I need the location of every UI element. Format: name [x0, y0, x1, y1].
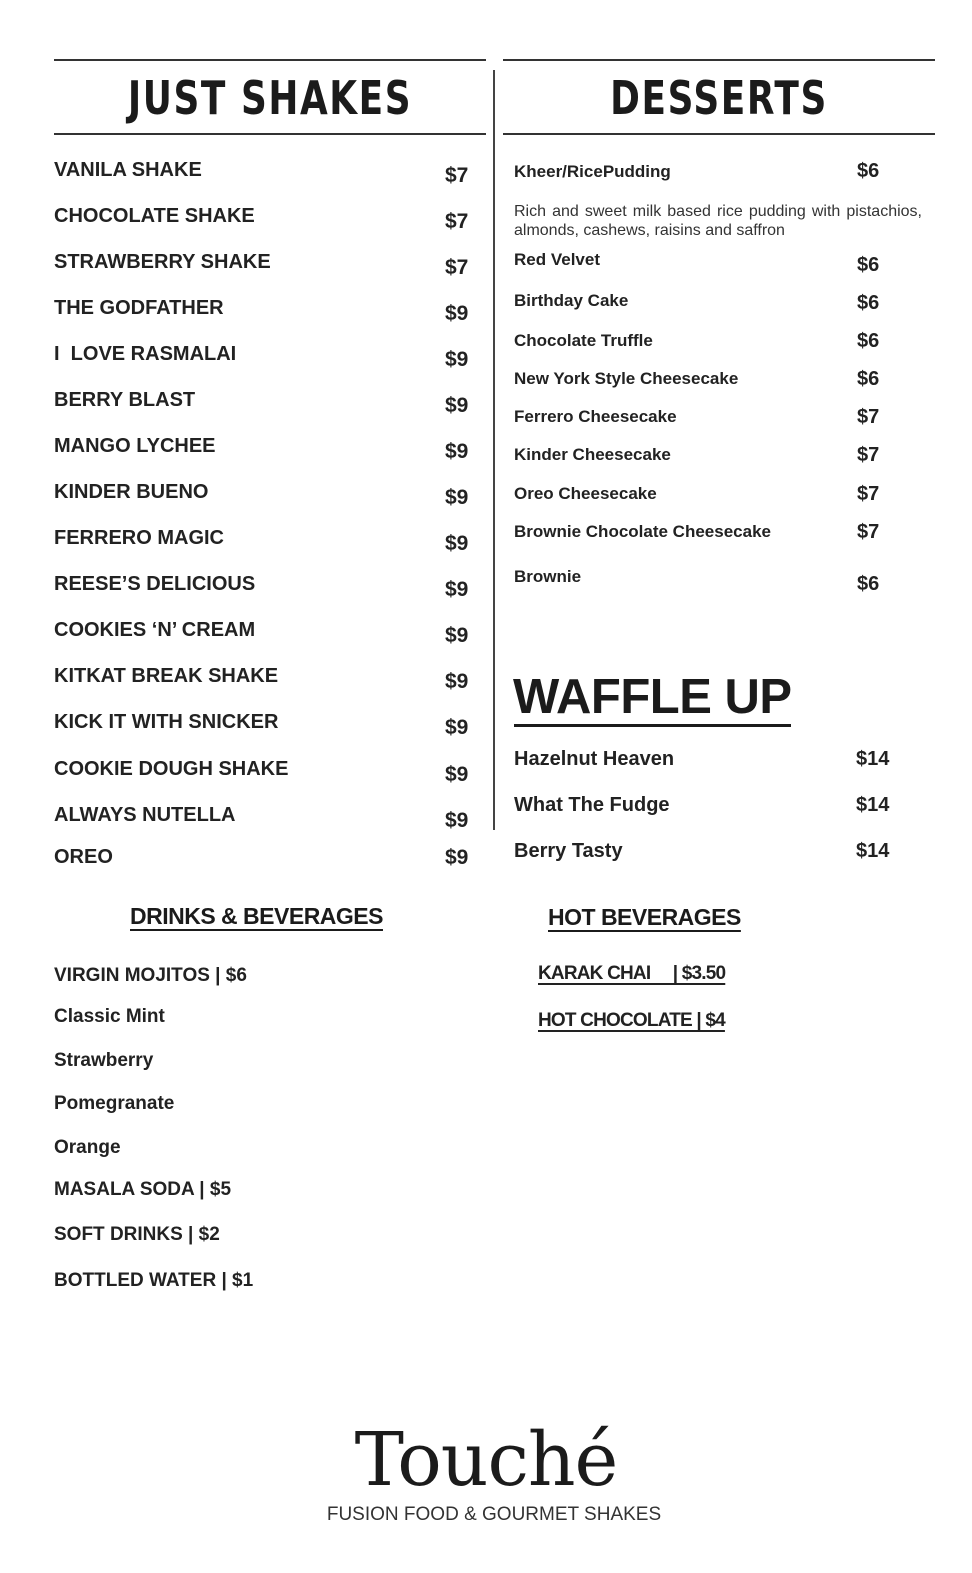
dessert-item-price: $6 — [857, 292, 880, 314]
shake-item-name: REESE’S DELICIOUS — [54, 573, 256, 595]
dessert-item-price: $6 — [857, 254, 880, 276]
shake-item-name: COOKIES ‘N’ CREAM — [54, 619, 256, 641]
shake-item-name: STRAWBERRY SHAKE — [54, 251, 271, 273]
shake-item-price: $9 — [445, 486, 469, 509]
waffle-item-price: $14 — [856, 794, 890, 816]
column-divider — [493, 70, 495, 830]
dessert-item-price: $7 — [857, 521, 880, 543]
waffle-item-name: Hazelnut Heaven — [514, 748, 675, 770]
dessert-item-name: Kinder Cheesecake — [514, 445, 671, 464]
shakes-bottom-rule — [54, 133, 486, 135]
dessert-item-price: $6 — [857, 160, 880, 182]
drink-item: SOFT DRINKS | $2 — [54, 1224, 220, 1245]
dessert-item-name: Brownie — [514, 567, 582, 586]
shake-item-price: $7 — [445, 210, 469, 233]
dessert-item-name: Oreo Cheesecake — [514, 484, 657, 503]
desserts-title: DESSERTS — [610, 71, 828, 125]
dessert-item-name: Ferrero Cheesecake — [514, 407, 677, 426]
dessert-item-name: Birthday Cake — [514, 291, 629, 310]
shake-item-price: $9 — [445, 348, 469, 371]
shake-item-name: FERRERO MAGIC — [54, 527, 224, 549]
drink-item: Pomegranate — [54, 1093, 175, 1114]
dessert-item-price: $6 — [857, 573, 880, 595]
brand-tagline: FUSION FOOD & GOURMET SHAKES — [326, 1504, 662, 1525]
drinks-heading: DRINKS & BEVERAGES — [130, 903, 383, 929]
desserts-bottom-rule — [503, 133, 935, 135]
shake-item-price: $9 — [445, 578, 469, 601]
shake-item-price: $9 — [445, 670, 469, 693]
dessert-item-name: Kheer/RicePudding — [514, 162, 671, 181]
shake-item-name: KICK IT WITH SNICKER — [54, 711, 279, 733]
dessert-item-price: $7 — [857, 444, 880, 466]
shake-item-name: BERRY BLAST — [54, 389, 196, 411]
dessert-item-name: New York Style Cheesecake — [514, 369, 739, 388]
drink-item: VIRGIN MOJITOS | $6 — [54, 965, 247, 986]
shake-item-name: I LOVE RASMALAI — [54, 343, 237, 365]
shake-item-price: $9 — [445, 846, 469, 869]
shake-item-price: $9 — [445, 394, 469, 417]
shake-item-name: MANGO LYCHEE — [54, 435, 216, 457]
brand-logo: Touché — [354, 1417, 618, 1503]
shake-item-name: VANILA SHAKE — [54, 159, 202, 181]
dessert-item-name: Chocolate Truffle — [514, 331, 653, 350]
dessert-item-name: Red Velvet — [514, 250, 600, 269]
waffle-item-name: Berry Tasty — [514, 840, 623, 862]
dessert-item-price: $7 — [857, 483, 880, 505]
hot-beverage-item: KARAK CHAI | $3.50 — [538, 963, 726, 984]
waffle-item-name: What The Fudge — [514, 794, 670, 816]
dessert-item-name: Brownie Chocolate Cheesecake — [514, 522, 771, 541]
shake-item-price: $7 — [445, 164, 469, 187]
desserts-top-rule — [503, 59, 935, 61]
drink-item: BOTTLED WATER | $1 — [54, 1270, 254, 1291]
shakes-title: JUST SHAKES — [127, 71, 413, 125]
shake-item-price: $9 — [445, 624, 469, 647]
shake-item-price: $9 — [445, 763, 469, 786]
shake-item-price: $9 — [445, 716, 469, 739]
dessert-item-price: $6 — [857, 368, 880, 390]
drink-item: Strawberry — [54, 1050, 154, 1071]
shakes-top-rule — [54, 59, 486, 61]
dessert-item-price: $6 — [857, 330, 880, 352]
shake-item-price: $7 — [445, 256, 469, 279]
shake-item-price: $9 — [445, 809, 469, 832]
drink-item: Orange — [54, 1137, 121, 1158]
shake-item-name: COOKIE DOUGH SHAKE — [54, 758, 289, 780]
shake-item-name: CHOCOLATE SHAKE — [54, 205, 255, 227]
shake-item-price: $9 — [445, 532, 469, 555]
hot-beverages-heading: HOT BEVERAGES — [548, 904, 741, 930]
shake-item-name: THE GODFATHER — [54, 297, 224, 319]
shake-item-name: KITKAT BREAK SHAKE — [54, 665, 279, 687]
dessert-item-price: $7 — [857, 406, 880, 428]
drink-item: Classic Mint — [54, 1006, 165, 1027]
waffle-item-price: $14 — [856, 748, 890, 770]
shake-item-price: $9 — [445, 440, 469, 463]
waffle-title: WAFFLE UP — [513, 670, 792, 724]
waffle-item-price: $14 — [856, 840, 890, 862]
shake-item-price: $9 — [445, 302, 469, 325]
shake-item-name: ALWAYS NUTELLA — [54, 804, 236, 826]
dessert-item-description: Rich and sweet milk based rice pudding with pistachios, almonds, cashews, raisins and saffron — [514, 203, 922, 239]
waffle-title-underline — [514, 724, 791, 727]
hot-beverage-item: HOT CHOCOLATE | $4 — [538, 1010, 725, 1031]
shake-item-name: OREO — [54, 846, 113, 868]
drink-item: MASALA SODA | $5 — [54, 1179, 232, 1200]
shake-item-name: KINDER BUENO — [54, 481, 209, 503]
